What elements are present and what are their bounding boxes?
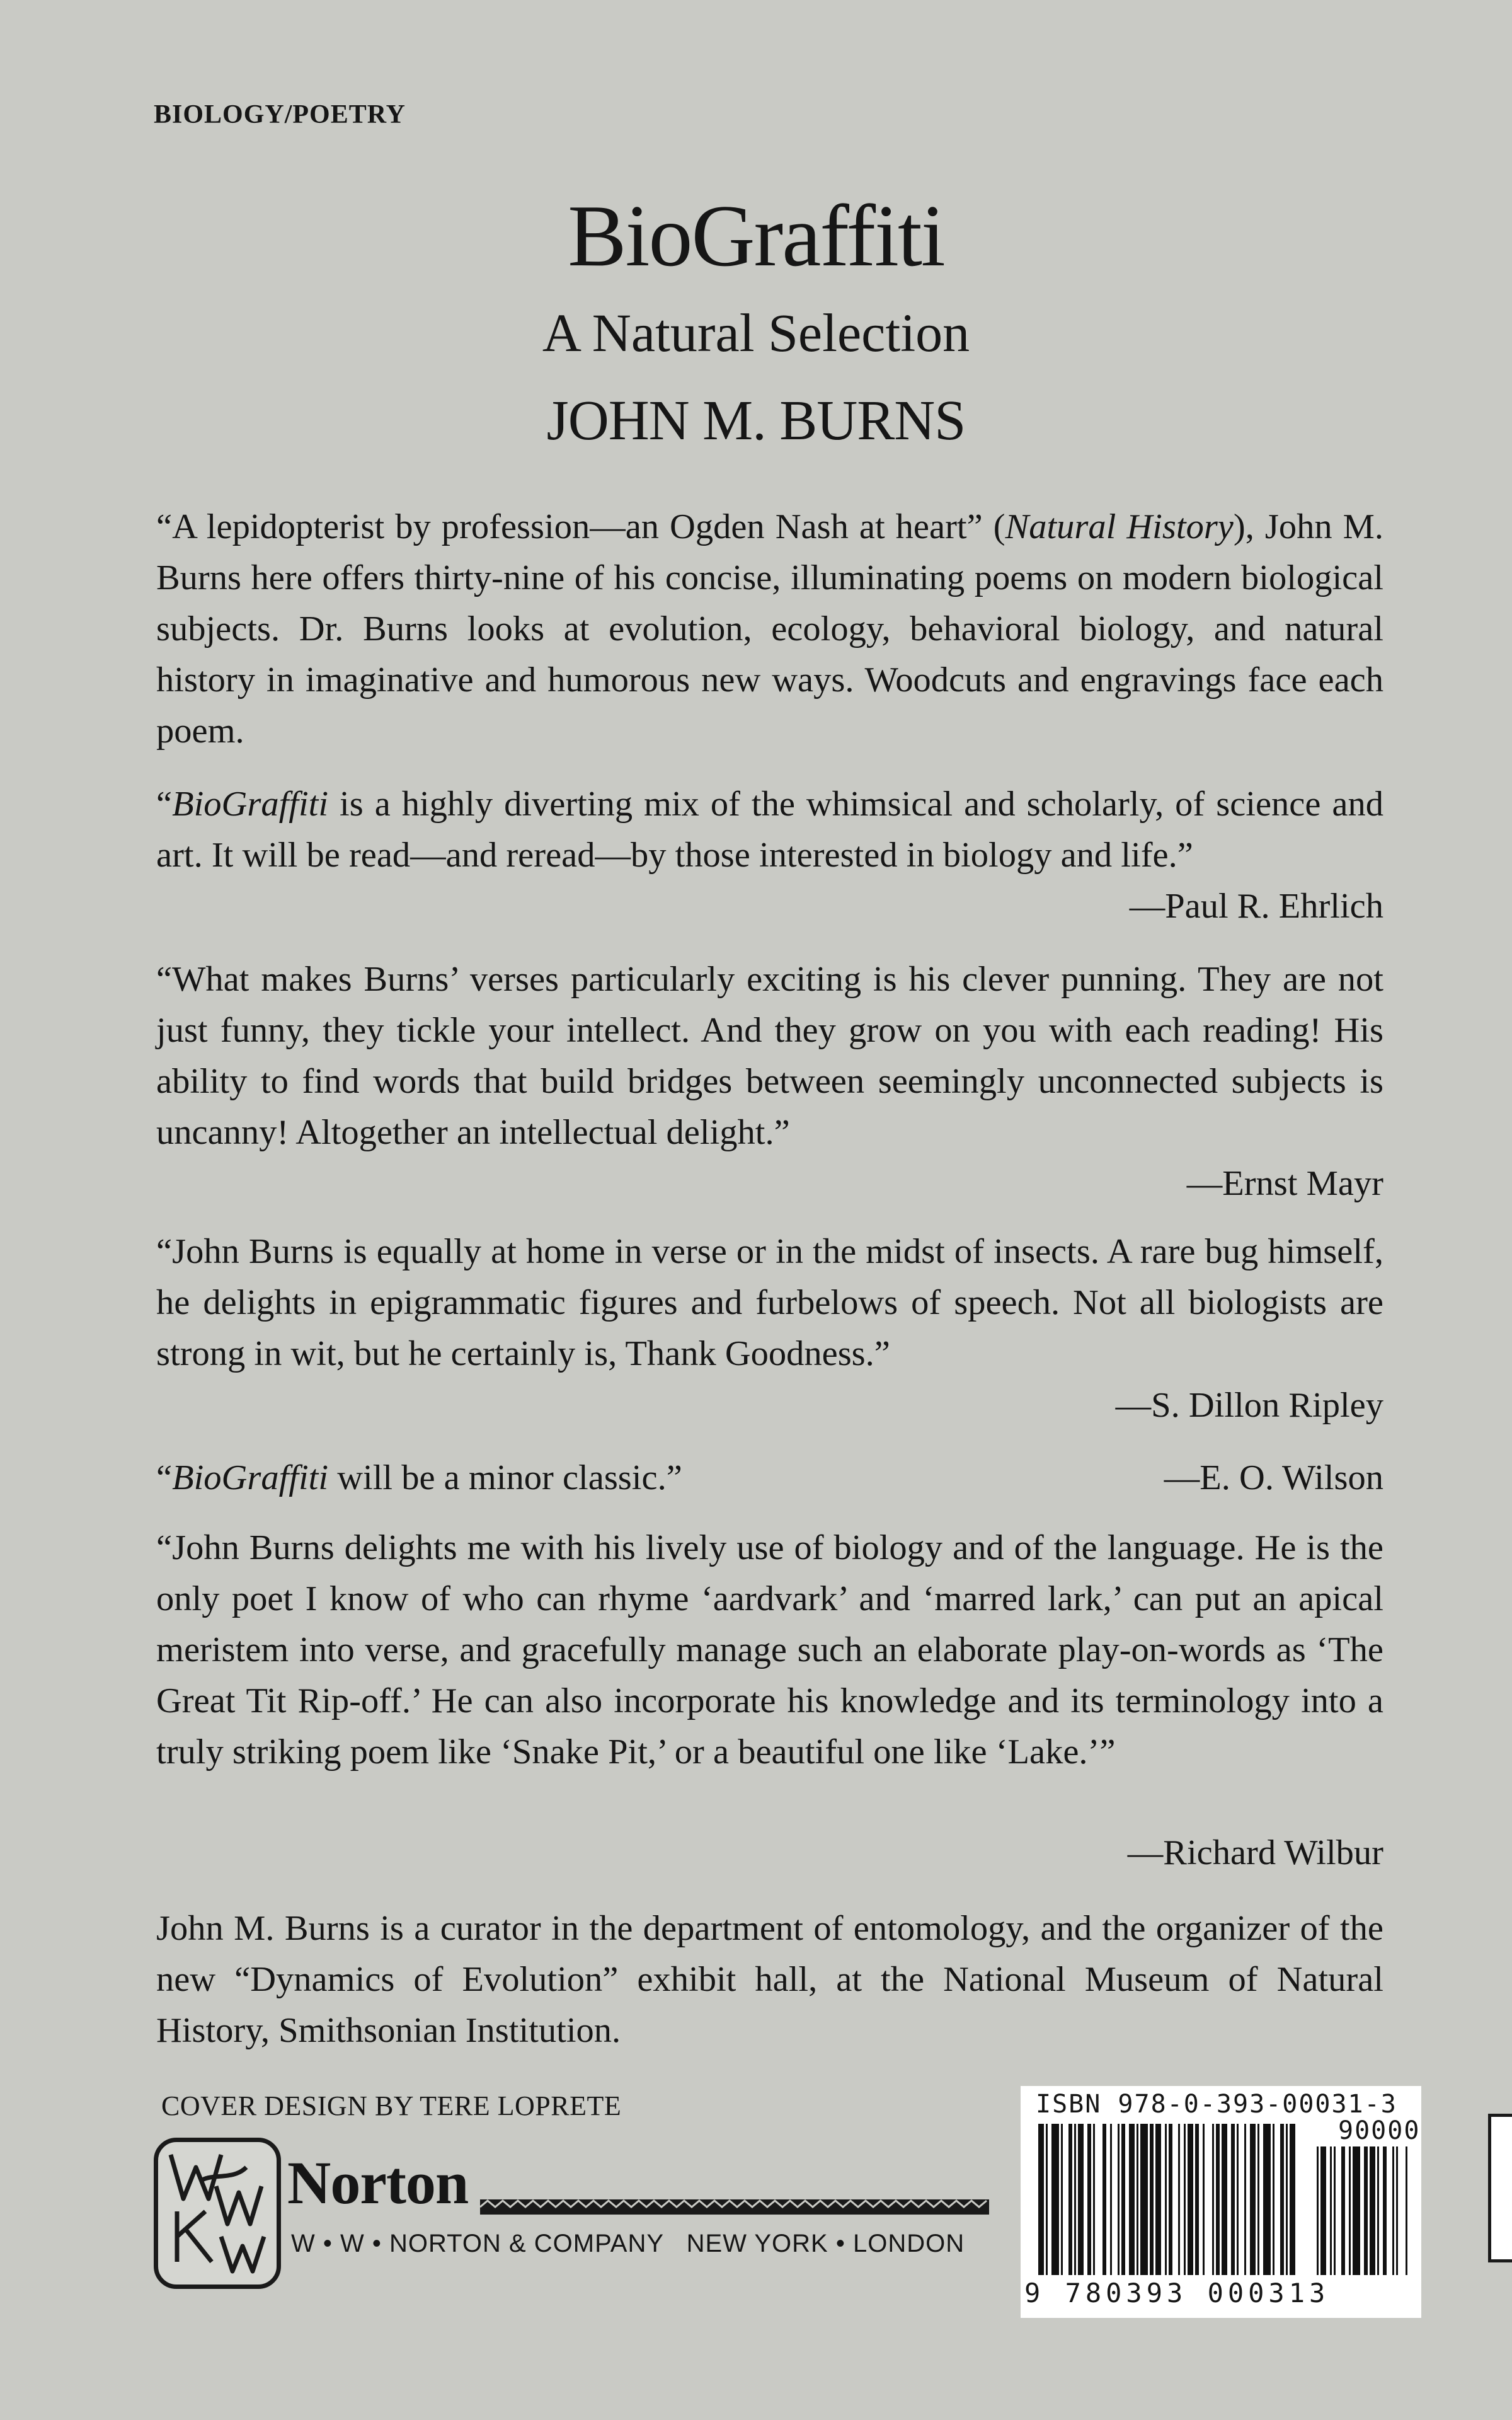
book-title: BioGraffiti bbox=[568, 187, 944, 285]
blurb-ripley: “John Burns is equally at home in verse or in the midst of insects. A rare bug himself, he delights in epigrammatic figures and furbelows of speech. Not all biologists are strong in wit, but he certainly is, Thank Goodness.” bbox=[156, 1232, 1383, 1373]
addon-bar bbox=[1317, 2146, 1319, 2275]
barcode-bar bbox=[1087, 2124, 1091, 2275]
quote-rest: is a highly diverting mix of the whimsical and scholarly, of science and art. It will be read—and reread—by those interested in biology and life.” bbox=[156, 785, 1383, 875]
barcode-bar bbox=[1129, 2124, 1135, 2275]
barcode-bar bbox=[1118, 2124, 1120, 2275]
addon-bar bbox=[1330, 2146, 1332, 2275]
addon-bar bbox=[1392, 2146, 1394, 2275]
barcode-bar bbox=[1280, 2124, 1284, 2275]
quote-open: “A lepidopterist by profession—an Ogden Nash at heart” ( bbox=[156, 507, 1005, 546]
barcode-bar bbox=[1203, 2124, 1205, 2275]
addon-bar bbox=[1349, 2146, 1351, 2275]
barcode-bar bbox=[1093, 2124, 1095, 2275]
source-title: Natural History bbox=[1005, 507, 1234, 546]
addon-bar bbox=[1406, 2146, 1407, 2275]
author-name: JOHN M. BURNS bbox=[546, 389, 966, 452]
barcode-bar bbox=[1184, 2124, 1186, 2275]
barcode-bar bbox=[1102, 2124, 1106, 2275]
barcode-bar bbox=[1195, 2124, 1199, 2275]
quote-rest: will be a minor classic.” bbox=[328, 1458, 682, 1497]
barcode-bar bbox=[1078, 2124, 1084, 2275]
barcode-bar bbox=[1121, 2124, 1125, 2275]
publisher-name: W • W • NORTON & COMPANY bbox=[291, 2230, 664, 2257]
quote-open: “ bbox=[156, 785, 173, 824]
norton-seal-logo bbox=[154, 2138, 281, 2289]
blurb-ehrlich bbox=[156, 779, 1383, 881]
norton-logo-text: Norton bbox=[287, 2149, 469, 2216]
edge-tab bbox=[1488, 2114, 1512, 2262]
author-bio: John M. Burns is a curator in the department of entomology, and the organizer of the new “Dynamics of Evolution” exhibit hall, at the National Museum of Natural History, Smithsonian Institution. bbox=[156, 1909, 1383, 2050]
addon-bar bbox=[1341, 2146, 1345, 2275]
barcode-bar bbox=[1188, 2124, 1193, 2275]
barcode-bar bbox=[1212, 2124, 1214, 2275]
isbn-label: ISBN 978-0-393-00031-3 bbox=[1036, 2090, 1397, 2119]
addon-bar bbox=[1377, 2146, 1379, 2275]
decorative-rule bbox=[480, 2199, 989, 2215]
book-subtitle: A Natural Selection bbox=[542, 302, 970, 363]
barcode-bar bbox=[1140, 2124, 1148, 2275]
addon-bar bbox=[1320, 2146, 1326, 2275]
barcode-bar bbox=[1263, 2124, 1271, 2275]
barcode-bar bbox=[1244, 2124, 1246, 2275]
barcode-bar bbox=[1137, 2124, 1138, 2275]
barcode-bar bbox=[1216, 2124, 1220, 2275]
book-title-ref: BioGraffiti bbox=[172, 785, 329, 824]
barcode-bar bbox=[1165, 2124, 1167, 2275]
attribution-wilbur: —Richard Wilbur bbox=[1127, 1833, 1383, 1872]
barcode-bar bbox=[1231, 2124, 1235, 2275]
addon-bar bbox=[1364, 2146, 1368, 2275]
addon-bar bbox=[1353, 2146, 1360, 2275]
addon-bar bbox=[1334, 2146, 1336, 2275]
barcode-bar bbox=[1273, 2124, 1274, 2275]
seal-lettering-icon bbox=[158, 2142, 277, 2285]
addon-bar bbox=[1383, 2146, 1387, 2275]
barcode-bar bbox=[1250, 2124, 1256, 2275]
barcode-bar bbox=[1290, 2124, 1295, 2275]
barcode-bar bbox=[1178, 2124, 1180, 2275]
barcode-bar bbox=[1237, 2124, 1239, 2275]
publisher-cities: NEW YORK • LONDON bbox=[686, 2230, 965, 2257]
barcode-bar bbox=[1038, 2124, 1044, 2275]
quote-rest: ), John M. Burns here offers thirty-nine of his concise, illuminating poems on modern biological subjects. Dr. Burns looks at evolution, ecology, behavioral biology, and natural history in imaginative and humorous new ways. Woodcuts and engravings face each poem. bbox=[156, 507, 1383, 751]
barcode-bar bbox=[1051, 2124, 1059, 2275]
attribution-ehrlich: —Paul R. Ehrlich bbox=[1129, 887, 1383, 926]
description-paragraph bbox=[156, 502, 1383, 757]
barcode-bar bbox=[1169, 2124, 1172, 2275]
publisher-line bbox=[291, 2230, 965, 2258]
quote-open: “ bbox=[156, 1458, 173, 1497]
price-code-label: 90000 bbox=[1338, 2116, 1421, 2145]
barcode-bar bbox=[1110, 2124, 1112, 2275]
book-title-ref: BioGraffiti bbox=[172, 1458, 329, 1497]
barcode-bar bbox=[1286, 2124, 1288, 2275]
addon-bar bbox=[1396, 2146, 1398, 2275]
ean-digits: 9 780393 000313 bbox=[1024, 2278, 1330, 2308]
barcode-bar bbox=[1074, 2124, 1076, 2275]
blurb-mayr: “What makes Burns’ verses particularly exciting is his clever punning. They are not just funny, they tickle your intellect. And they grow on you with each reading! His ability to find words that build bridges between seemingly unconnected subjects is uncanny! Altogether an intellectual delight.” bbox=[156, 960, 1383, 1152]
barcode-bar bbox=[1222, 2124, 1227, 2275]
barcode-bar bbox=[1257, 2124, 1259, 2275]
barcode-bar bbox=[1155, 2124, 1161, 2275]
barcode-bar bbox=[1061, 2124, 1063, 2275]
attribution-mayr: —Ernst Mayr bbox=[1186, 1164, 1383, 1203]
barcode-bar bbox=[1068, 2124, 1072, 2275]
blurb-wilbur: “John Burns delights me with his lively use of biology and of the language. He is the only poet I know of who can rhyme ‘aardvark’ and ‘marred lark,’ can put an apical meristem into verse, and gracefully manage such an elaborate play-on-words as ‘The Great Tit Rip-off.’ He can also incorporate his knowledge and its terminology into a truly striking poem like ‘Snake Pit,’ or a beautiful one like ‘Lake.’” bbox=[156, 1528, 1383, 1772]
addon-bar bbox=[1370, 2146, 1375, 2275]
barcode-bar bbox=[1046, 2124, 1048, 2275]
attribution-ripley: —S. Dillon Ripley bbox=[1115, 1386, 1383, 1425]
barcode-bar bbox=[1150, 2124, 1154, 2275]
attribution-wilson: —E. O. Wilson bbox=[1164, 1458, 1383, 1497]
cover-credit: COVER DESIGN BY TERE LOPRETE bbox=[161, 2090, 622, 2121]
category-label: BIOLOGY/POETRY bbox=[154, 100, 406, 129]
